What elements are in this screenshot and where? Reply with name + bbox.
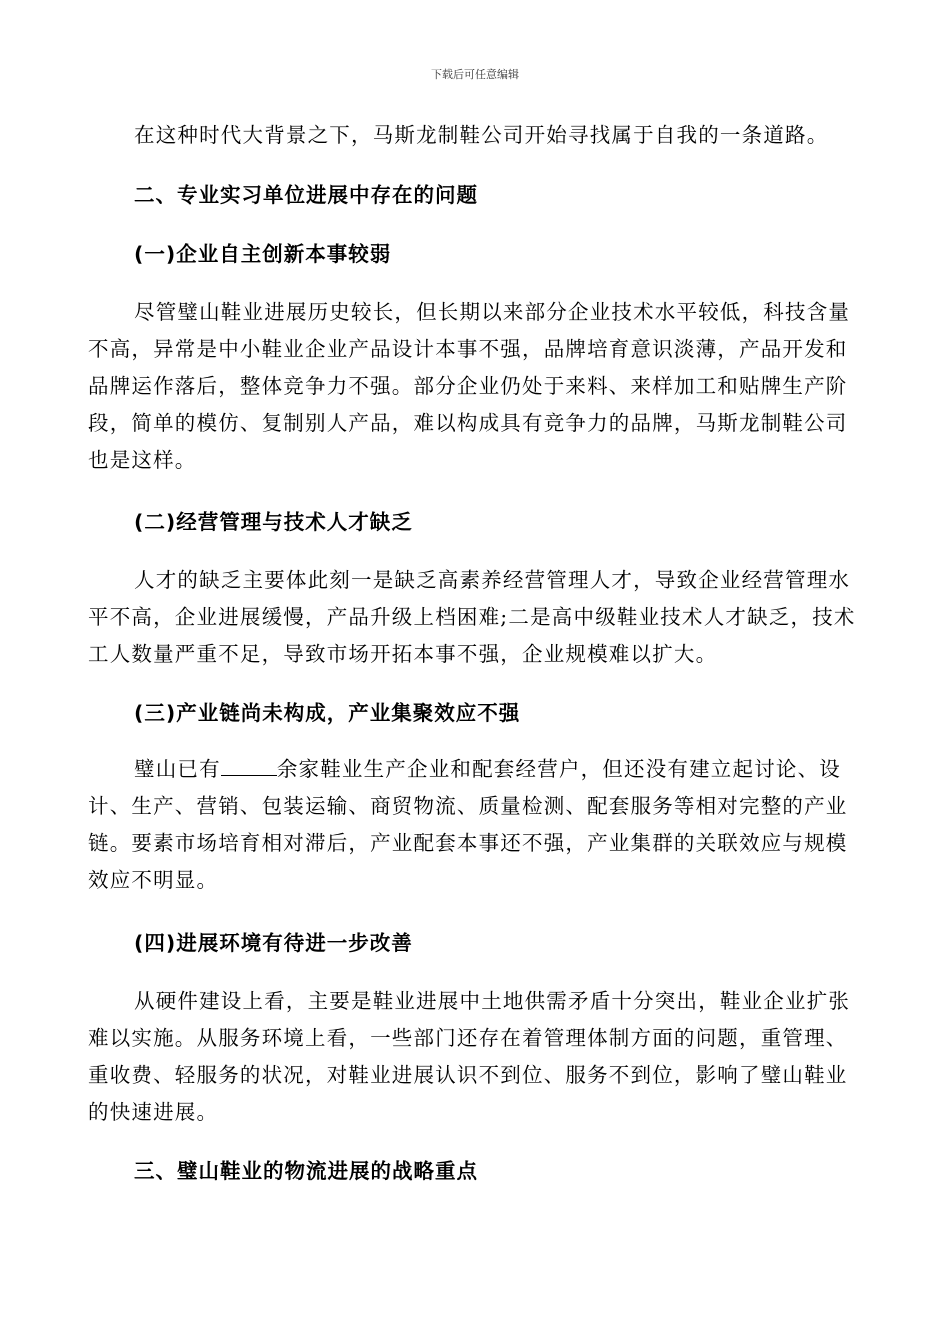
intro-paragraph: 在这种时代大背景之下，马斯龙制鞋公司开始寻找属于自我的一条道路。	[134, 123, 829, 147]
subheading-1: (一)企业自主创新本事较弱	[134, 242, 392, 266]
paragraph-3	[88, 751, 860, 899]
subheading-4: (四)进展环境有待进一步改善	[134, 931, 413, 955]
section-heading-3: 三、璧山鞋业的物流进展的战略重点	[134, 1159, 478, 1183]
paragraph-3-rest: 余家鞋业生产企业和配套经营户，但还没有建立起讨论、设计、生产、营销、包装运输、商贸物流、质量检测、配套服务等相对完整的产业链。要素市场培育相对滞后，产业配套本事还不强，产业集群的关联效应与规模效应不明显。	[88, 757, 848, 892]
subheading-2: (二)经营管理与技术人才缺乏	[134, 510, 413, 534]
paragraph-3-start: 璧山已有	[134, 757, 221, 781]
fill-in-blank	[221, 757, 277, 776]
section-heading-2: 二、专业实习单位进展中存在的问题	[134, 183, 478, 207]
paragraph-2: 人才的缺乏主要体此刻一是缺乏高素养经营管理人才，导致企业经营管理水平不高，企业进展缓慢，产品升级上档困难;二是高中级鞋业技术人才缺乏，技术工人数量严重不足，导致市场开拓本事不强，企业规模难以扩大。	[88, 568, 856, 666]
paragraph-1: 尽管璧山鞋业进展历史较长，但长期以来部分企业技术水平较低，科技含量不高，异常是中小鞋业企业产品设计本事不强，品牌培育意识淡薄，产品开发和品牌运作落后，整体竞争力不强。部分企业仍处于来料、来样加工和贴牌生产阶段，简单的模仿、复制别人产品，难以构成具有竞争力的品牌，马斯龙制鞋公司也是这样。	[88, 300, 851, 472]
page-header: 下载后可任意编辑	[431, 68, 519, 81]
paragraph-4: 从硬件建设上看，主要是鞋业进展中土地供需矛盾十分突出，鞋业企业扩张难以实施。从服务环境上看，一些部门还存在着管理体制方面的问题，重管理、重收费、轻服务的状况，对鞋业进展认识不到位、服务不到位，影响了璧山鞋业的快速进展。	[88, 989, 851, 1124]
subheading-3: (三)产业链尚未构成，产业集聚效应不强	[134, 701, 521, 725]
